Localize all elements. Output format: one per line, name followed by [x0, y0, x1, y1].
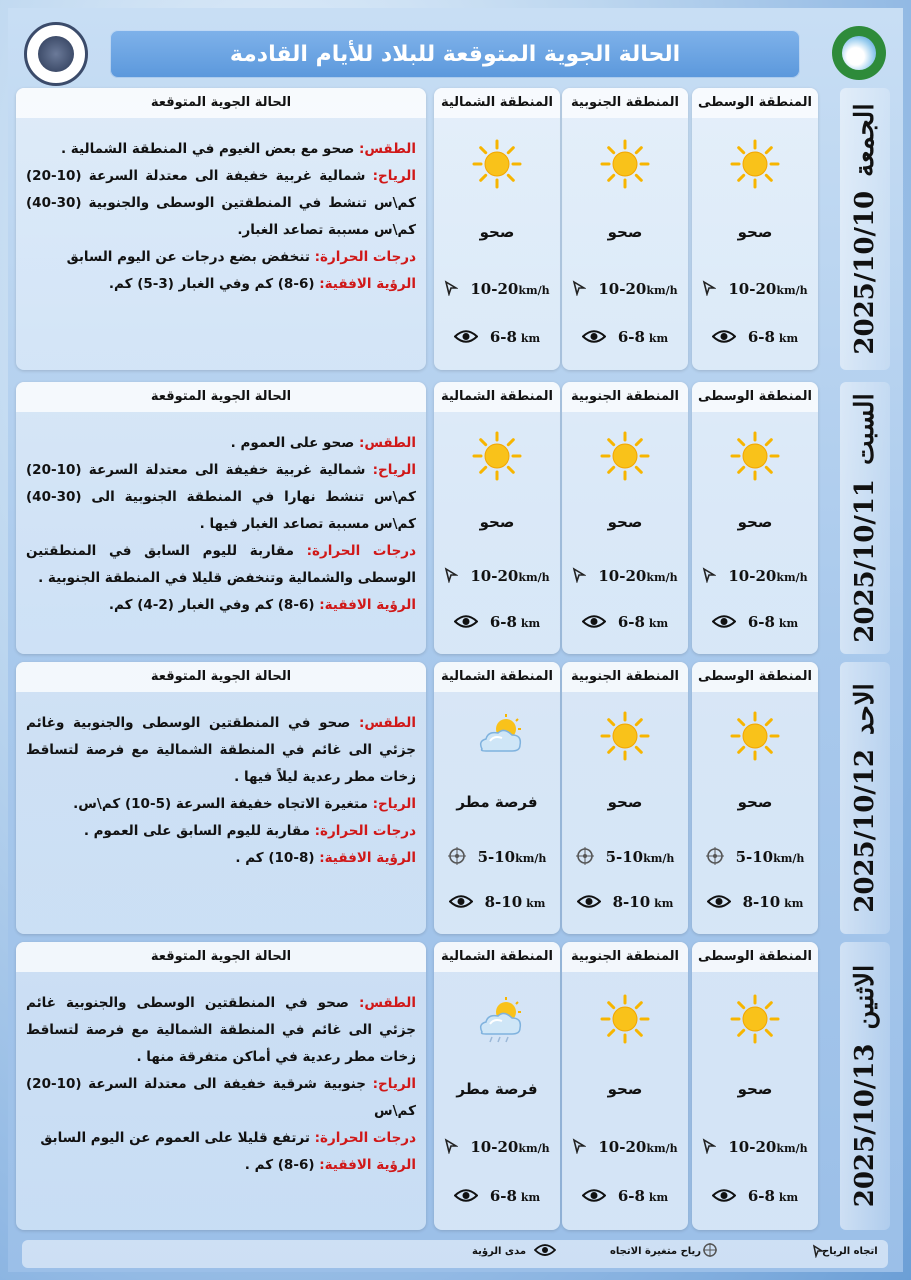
wind-value: 5-10: [735, 848, 774, 866]
condition-text: صحو: [607, 1080, 643, 1098]
page-header: [110, 30, 800, 78]
wind-arrow-icon: [572, 280, 586, 300]
condition-text: صحو: [479, 513, 515, 531]
eye-icon: [454, 329, 478, 348]
forecast-title: الحالة الجوية المتوقعة: [16, 88, 426, 118]
forecast-card: [16, 88, 426, 370]
wind-unit: km/h: [518, 284, 550, 297]
wind-value: 5-10: [605, 848, 644, 866]
visibility-unit: km: [648, 332, 669, 345]
forecast-card: [16, 942, 426, 1230]
date-column: [840, 942, 890, 1230]
forecast-text: [26, 136, 416, 298]
region-card: [434, 662, 560, 934]
wind-speed: [692, 847, 818, 869]
condition-text: فرصة مطر: [456, 1080, 538, 1098]
region-name: المنطقة الشمالية: [434, 382, 560, 412]
date-text: 2025/10/11: [850, 479, 880, 643]
forecast-line: [26, 244, 416, 271]
forecast-line: [26, 1125, 416, 1152]
forecast-text: [26, 430, 416, 619]
eye-icon: [577, 894, 601, 913]
sun-icon: [600, 994, 650, 1044]
visibility: [692, 328, 818, 348]
visibility-value: 8-10: [742, 893, 781, 911]
region-card: [434, 382, 560, 654]
forecast-line: [26, 271, 416, 298]
forecast-key: الطقس:: [358, 715, 416, 731]
eye-icon: [582, 1188, 606, 1207]
region-card: [692, 88, 818, 370]
region-name: المنطقة الوسطى: [692, 942, 818, 972]
wind-arrow-icon: [572, 567, 586, 587]
forecast-key: درجات الحرارة:: [306, 543, 416, 559]
region-card: [562, 88, 688, 370]
forecast-value: شمالية غربية خفيفة الى معتدلة السرعة (10-20) كم\س تنشط في المنطقتين الوسطى والجنوبية (30-40) كم\س مسببة تصاعد الغبار.: [26, 168, 416, 238]
wind-unit: km/h: [646, 571, 678, 584]
forecast-line: [26, 430, 416, 457]
forecast-value: مقاربة لليوم السابق على العموم .: [83, 823, 315, 839]
wind-speed: [562, 1138, 688, 1158]
region-card: [692, 382, 818, 654]
forecast-value: (6-8) كم وفي الغبار (3-5) كم.: [108, 276, 320, 292]
wind-value: 10-20: [598, 1138, 647, 1156]
partly-cloudy-icon: [472, 711, 522, 761]
forecast-key: الطقس:: [358, 995, 416, 1011]
forecast-value: تنخفض بضع درجات عن اليوم السابق: [66, 249, 315, 265]
visibility: [692, 613, 818, 633]
visibility-unit: km: [654, 897, 674, 910]
sun-icon: [600, 431, 650, 481]
forecast-key: الرؤية الافقية:: [319, 276, 416, 292]
compass-icon: [702, 1242, 718, 1261]
wind-arrow-icon: [702, 567, 716, 587]
day-name-text: الاثنين: [850, 964, 880, 1030]
eye-icon: [712, 329, 736, 348]
forecast-card: [16, 382, 426, 654]
visibility: [434, 613, 560, 633]
region-card: [692, 662, 818, 934]
visibility-value: 6-8: [617, 328, 645, 346]
condition-text: صحو: [737, 513, 773, 531]
visibility-value: 6-8: [617, 613, 645, 631]
region-name: المنطقة الجنوبية: [562, 662, 688, 692]
wind-value: 10-20: [470, 567, 519, 585]
visibility: [434, 328, 560, 348]
day-date-label: [850, 965, 880, 1208]
visibility-value: 6-8: [617, 1187, 645, 1205]
forecast-line: [26, 845, 416, 872]
forecast-title: الحالة الجوية المتوقعة: [16, 662, 426, 692]
wind-unit: km/h: [518, 571, 550, 584]
forecast-key: درجات الحرارة:: [314, 823, 416, 839]
eye-icon: [454, 1188, 478, 1207]
wind-speed: [434, 1138, 560, 1158]
forecast-line: [26, 990, 416, 1071]
wind-value: 10-20: [728, 280, 777, 298]
visibility: [692, 893, 818, 913]
forecast-line: [26, 163, 416, 244]
forecast-key: درجات الحرارة:: [314, 249, 416, 265]
eye-icon: [449, 894, 473, 913]
visibility-value: 8-10: [612, 893, 651, 911]
region-name: المنطقة الجنوبية: [562, 942, 688, 972]
compass-icon: [576, 847, 594, 869]
visibility-value: 6-8: [747, 613, 775, 631]
partly-cloudy-icon: [472, 994, 522, 1044]
forecast-key: الطقس:: [358, 435, 416, 451]
region-card: [434, 942, 560, 1230]
visibility: [434, 1187, 560, 1207]
wind-speed: [692, 567, 818, 587]
wind-unit: km/h: [773, 852, 805, 865]
sun-icon: [730, 711, 780, 761]
forecast-line: [26, 457, 416, 538]
visibility-unit: km: [520, 1191, 541, 1204]
region-name: المنطقة الوسطى: [692, 662, 818, 692]
meteorology-logo-right: [832, 26, 886, 80]
visibility-value: 6-8: [489, 613, 517, 631]
forecast-title: الحالة الجوية المتوقعة: [16, 942, 426, 972]
forecast-key: الرياح:: [372, 462, 416, 478]
visibility-unit: km: [778, 332, 799, 345]
sun-icon: [730, 994, 780, 1044]
sun-icon: [600, 139, 650, 189]
wind-value: 10-20: [728, 1138, 777, 1156]
visibility-unit: km: [520, 617, 541, 630]
forecast-value: صحو مع بعض الغيوم في المنطقة الشمالية .: [60, 141, 359, 157]
wind-speed: [434, 280, 560, 300]
forecast-key: الطقس:: [358, 141, 416, 157]
forecast-value: متغيرة الاتجاه خفيفة السرعة (5-10) كم\س.: [73, 796, 373, 812]
forecast-value: (6-8) كم .: [244, 1157, 320, 1173]
region-name: المنطقة الوسطى: [692, 382, 818, 412]
wind-arrow-icon: [702, 1138, 716, 1158]
forecast-key: الرياح:: [372, 796, 416, 812]
forecast-line: [26, 818, 416, 845]
forecast-title: الحالة الجوية المتوقعة: [16, 382, 426, 412]
eye-icon: [582, 614, 606, 633]
forecast-line: [26, 791, 416, 818]
visibility-unit: km: [648, 1191, 669, 1204]
forecast-value: (6-8) كم وفي الغبار (2-4) كم.: [108, 597, 320, 613]
page-title: الحالة الجوية المتوقعة للبلاد للأيام القادمة: [229, 41, 681, 67]
visibility: [562, 613, 688, 633]
eye-icon: [582, 329, 606, 348]
forecast-card: [16, 662, 426, 934]
wind-unit: km/h: [646, 1142, 678, 1155]
wind-unit: km/h: [518, 1142, 550, 1155]
wind-value: 10-20: [728, 567, 777, 585]
region-card: [562, 942, 688, 1230]
visibility: [562, 893, 688, 913]
day-date-label: [850, 103, 880, 354]
sun-icon: [472, 431, 522, 481]
eye-icon: [712, 1188, 736, 1207]
day-date-label: [850, 683, 880, 913]
wind-speed: [692, 1138, 818, 1158]
date-text: 2025/10/12: [850, 749, 880, 913]
legend-wind-var: رياح متغيرة الاتجاه: [610, 1246, 702, 1257]
visibility-value: 6-8: [489, 1187, 517, 1205]
visibility-unit: km: [648, 617, 669, 630]
eye-icon: [707, 894, 731, 913]
region-name: المنطقة الجنوبية: [562, 88, 688, 118]
wind-unit: km/h: [643, 852, 675, 865]
date-text: 2025/10/10: [850, 190, 880, 355]
sun-icon: [730, 431, 780, 481]
eye-icon: [712, 614, 736, 633]
day-block: [16, 88, 890, 370]
visibility-value: 6-8: [747, 1187, 775, 1205]
day-block: [16, 942, 890, 1230]
wind-speed: [562, 847, 688, 869]
forecast-value: صحو في المنطقتين الوسطى والجنوبية غائم جزئي الى غائم في المنطقة الشمالية مع فرصة لتساقط زخات مطر رعدية في أماكن متفرقة منها .: [26, 995, 416, 1065]
sun-icon: [730, 139, 780, 189]
eye-icon: [534, 1243, 556, 1260]
forecast-line: [26, 1071, 416, 1125]
forecast-line: [26, 1152, 416, 1179]
visibility-unit: km: [778, 1191, 799, 1204]
legend-visibility: مدى الرؤية: [472, 1246, 527, 1257]
day-name-text: السبت: [850, 393, 880, 465]
wind-value: 5-10: [477, 848, 516, 866]
date-column: [840, 662, 890, 934]
forecast-value: صحو على العموم .: [230, 435, 359, 451]
region-card: [562, 662, 688, 934]
forecast-line: [26, 710, 416, 791]
region-card: [434, 88, 560, 370]
visibility: [434, 893, 560, 913]
wind-speed: [692, 280, 818, 300]
sun-icon: [600, 711, 650, 761]
forecast-text: [26, 990, 416, 1179]
forecast-text: [26, 710, 416, 872]
forecast-value: (8-10) كم .: [235, 850, 320, 866]
wind-value: 10-20: [598, 567, 647, 585]
compass-icon: [448, 847, 466, 869]
forecast-value: شمالية غربية خفيفة الى معتدلة السرعة (10-20) كم\س تنشط نهارا في المنطقة الجنوبية الى (30-40) كم\س مسببة تصاعد الغبار فيها .: [26, 462, 416, 532]
forecast-value: صحو في المنطقتين الوسطى والجنوبية وغائم جزئي الى غائم في المنطقة الشمالية مع فرصة لتساقط زخات مطر رعدية ليلاً فيها .: [26, 715, 416, 785]
region-name: المنطقة الشمالية: [434, 942, 560, 972]
date-text: 2025/10/13: [850, 1043, 880, 1208]
region-name: المنطقة الشمالية: [434, 662, 560, 692]
wind-value: 10-20: [470, 1138, 519, 1156]
forecast-value: ترتفع قليلا على العموم عن اليوم السابق: [40, 1130, 315, 1146]
forecast-key: الرياح:: [372, 1076, 416, 1092]
wind-unit: km/h: [776, 1142, 808, 1155]
day-block: [16, 382, 890, 654]
region-name: المنطقة الوسطى: [692, 88, 818, 118]
wind-speed: [562, 567, 688, 587]
wind-arrow-icon: [572, 1138, 586, 1158]
condition-text: صحو: [607, 793, 643, 811]
visibility-value: 8-10: [484, 893, 523, 911]
wind-unit: km/h: [646, 284, 678, 297]
visibility-unit: km: [784, 897, 804, 910]
visibility-unit: km: [526, 897, 546, 910]
visibility: [562, 328, 688, 348]
forecast-line: [26, 592, 416, 619]
wind-arrow-icon: [812, 1244, 824, 1261]
wind-speed: [434, 567, 560, 587]
eye-icon: [454, 614, 478, 633]
forecast-value: مقاربة لليوم السابق في المنطقتين الوسطى والشمالية وتنخفض قليلا في المنطقة الجنوبية .: [26, 543, 416, 586]
visibility-unit: km: [778, 617, 799, 630]
forecast-key: الرياح:: [372, 168, 416, 184]
day-date-label: [850, 393, 880, 642]
compass-icon: [706, 847, 724, 869]
day-name-text: الاحد: [850, 683, 880, 736]
condition-text: صحو: [607, 513, 643, 531]
region-card: [562, 382, 688, 654]
wind-arrow-icon: [444, 567, 458, 587]
condition-text: صحو: [607, 223, 643, 241]
visibility: [562, 1187, 688, 1207]
forecast-key: درجات الحرارة:: [314, 1130, 416, 1146]
date-column: [840, 88, 890, 370]
region-card: [692, 942, 818, 1230]
condition-text: فرصة مطر: [456, 793, 538, 811]
wind-unit: km/h: [515, 852, 547, 865]
wind-arrow-icon: [702, 280, 716, 300]
region-name: المنطقة الجنوبية: [562, 382, 688, 412]
day-name-text: الجمعة: [850, 103, 880, 177]
legend-bar: [22, 1240, 888, 1268]
wind-value: 10-20: [470, 280, 519, 298]
forecast-key: الرؤية الافقية:: [319, 850, 416, 866]
visibility-value: 6-8: [747, 328, 775, 346]
agency-logo-left: [24, 22, 88, 86]
legend-wind-dir: اتجاه الرياح: [822, 1246, 878, 1257]
wind-value: 10-20: [598, 280, 647, 298]
sun-icon: [472, 139, 522, 189]
wind-speed: [562, 280, 688, 300]
date-column: [840, 382, 890, 654]
wind-unit: km/h: [776, 571, 808, 584]
forecast-line: [26, 136, 416, 163]
wind-unit: km/h: [776, 284, 808, 297]
visibility: [692, 1187, 818, 1207]
day-block: [16, 662, 890, 934]
forecast-key: الرؤية الافقية:: [319, 597, 416, 613]
visibility-unit: km: [520, 332, 541, 345]
region-name: المنطقة الشمالية: [434, 88, 560, 118]
condition-text: صحو: [737, 223, 773, 241]
condition-text: صحو: [737, 1080, 773, 1098]
wind-arrow-icon: [444, 1138, 458, 1158]
forecast-key: الرؤية الافقية:: [319, 1157, 416, 1173]
forecast-value: جنوبية شرقية خفيفة الى معتدلة السرعة (10-20) كم\س: [26, 1076, 416, 1119]
condition-text: صحو: [479, 223, 515, 241]
wind-arrow-icon: [444, 280, 458, 300]
wind-speed: [434, 847, 560, 869]
condition-text: صحو: [737, 793, 773, 811]
forecast-line: [26, 538, 416, 592]
visibility-value: 6-8: [489, 328, 517, 346]
